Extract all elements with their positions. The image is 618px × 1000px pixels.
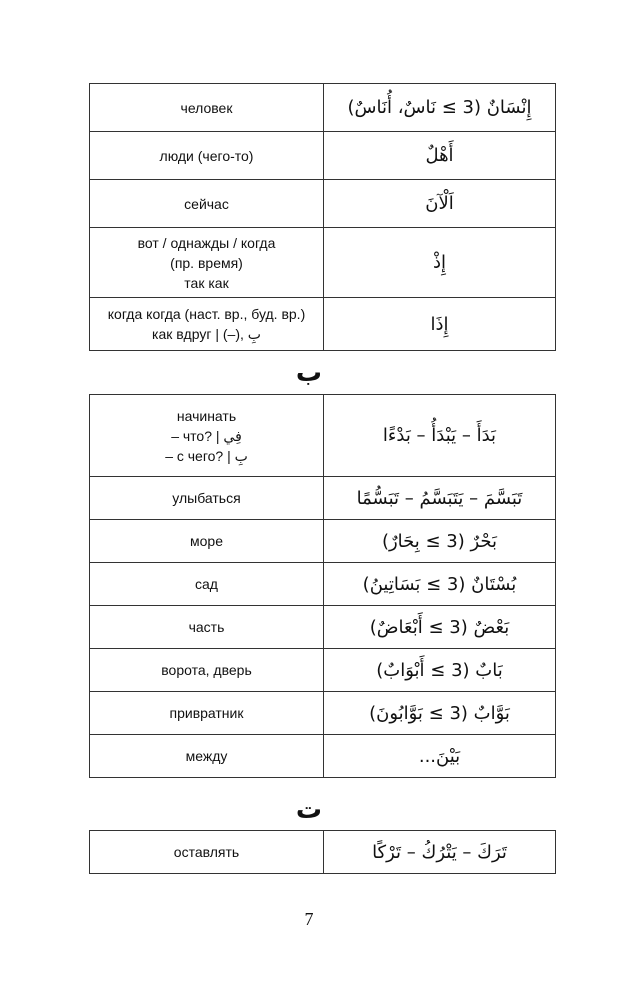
russian-cell: [90, 649, 324, 692]
arabic-text: بُسْتَانٌ (3 ≥ بَسَاتِينُ): [362, 573, 517, 595]
arabic-text: بَدَأَ – يَبْدَأُ – بَدْءًا: [382, 425, 497, 446]
arabic-cell: [324, 563, 556, 606]
russian-cell: [90, 606, 324, 649]
russian-cell: [90, 228, 324, 298]
arabic-cell: [324, 298, 556, 351]
arabic-cell: [324, 606, 556, 649]
arabic-text: اَلْآنَ: [425, 193, 454, 214]
russian-text: между: [185, 748, 228, 764]
arabic-cell: [324, 228, 556, 298]
russian-text: сад: [195, 576, 218, 592]
russian-text: как вдруг | (–), بِ: [152, 326, 261, 342]
russian-text: улыбаться: [172, 490, 241, 506]
arabic-text: تَبَسَّمَ – يَتَبَسَّمُ – تَبَسُّمًا: [356, 487, 523, 509]
russian-cell: [90, 563, 324, 606]
arabic-cell: [324, 649, 556, 692]
arabic-text: إِنْسَانٌ (3 ≥ نَاسٌ، أُنَاسٌ): [347, 97, 532, 118]
table-row: [90, 228, 556, 298]
russian-text: привратник: [169, 705, 244, 721]
arabic-cell: [324, 395, 556, 477]
table-row: [90, 520, 556, 563]
russian-text: сейчас: [184, 195, 229, 212]
russian-text: море: [190, 533, 223, 549]
russian-cell: [90, 831, 324, 874]
arabic-text: إِذَا: [430, 313, 449, 335]
table-row: [90, 395, 556, 477]
table-row: [90, 692, 556, 735]
arabic-cell: [324, 477, 556, 520]
vocab-table-3: [89, 830, 556, 874]
arabic-cell: [324, 735, 556, 778]
russian-cell: [90, 477, 324, 520]
arabic-text: بَابٌ (3 ≥ أَبْوَابٌ): [376, 659, 503, 681]
russian-text: оставлять: [173, 844, 240, 860]
russian-text: ворота, дверь: [161, 662, 252, 678]
russian-text: – с чего? | بِ: [165, 447, 248, 464]
table-row: [90, 132, 556, 180]
arabic-text: بَيْنَ...: [418, 745, 461, 767]
russian-text: (пр. время): [170, 254, 243, 271]
russian-text: так как: [184, 274, 229, 291]
russian-text: вот / однажды / когда: [137, 234, 276, 251]
russian-text: – что? | فِي: [171, 427, 242, 444]
arabic-text: بَعْضٌ (3 ≥ أَبْعَاضٌ): [369, 616, 510, 638]
arabic-text: بَوَّابٌ (3 ≥ بَوَّابُونَ): [369, 702, 510, 724]
russian-cell: [90, 520, 324, 563]
russian-text: человек: [180, 99, 233, 116]
russian-cell: [90, 84, 324, 132]
vocab-table-1: [89, 83, 556, 351]
russian-text: часть: [188, 619, 225, 635]
russian-cell: [90, 132, 324, 180]
russian-cell: [90, 180, 324, 228]
table-row: [90, 84, 556, 132]
table-row: [90, 735, 556, 778]
page-number: 7: [304, 909, 314, 929]
table-row: [90, 649, 556, 692]
table-row: [90, 831, 556, 874]
arabic-cell: [324, 84, 556, 132]
table-row: [90, 180, 556, 228]
arabic-text: أَهْلٌ: [425, 145, 454, 166]
arabic-cell: [324, 831, 556, 874]
arabic-text: بَحْرٌ (3 ≥ بِحَارٌ): [381, 530, 498, 552]
russian-text: начинать: [176, 407, 237, 424]
arabic-cell: [324, 180, 556, 228]
russian-text: люди (чего-то): [159, 147, 254, 164]
arabic-text: إِذْ: [432, 252, 447, 273]
russian-cell: [90, 735, 324, 778]
arabic-cell: [324, 520, 556, 563]
table-row: [90, 298, 556, 351]
table-row: [90, 606, 556, 649]
section-letter-ba: ب: [295, 358, 323, 388]
russian-cell: [90, 395, 324, 477]
table-row: [90, 477, 556, 520]
russian-text: когда когда (наст. вр., буд. вр.): [107, 306, 306, 322]
arabic-cell: [324, 692, 556, 735]
table-row: [90, 563, 556, 606]
russian-cell: [90, 692, 324, 735]
vocab-table-2: [89, 394, 556, 778]
russian-cell: [90, 298, 324, 351]
arabic-cell: [324, 132, 556, 180]
arabic-text: تَرَكَ – يَتْرُكُ – تَرْكًا: [372, 841, 507, 863]
section-letter-ta: ت: [295, 795, 323, 825]
